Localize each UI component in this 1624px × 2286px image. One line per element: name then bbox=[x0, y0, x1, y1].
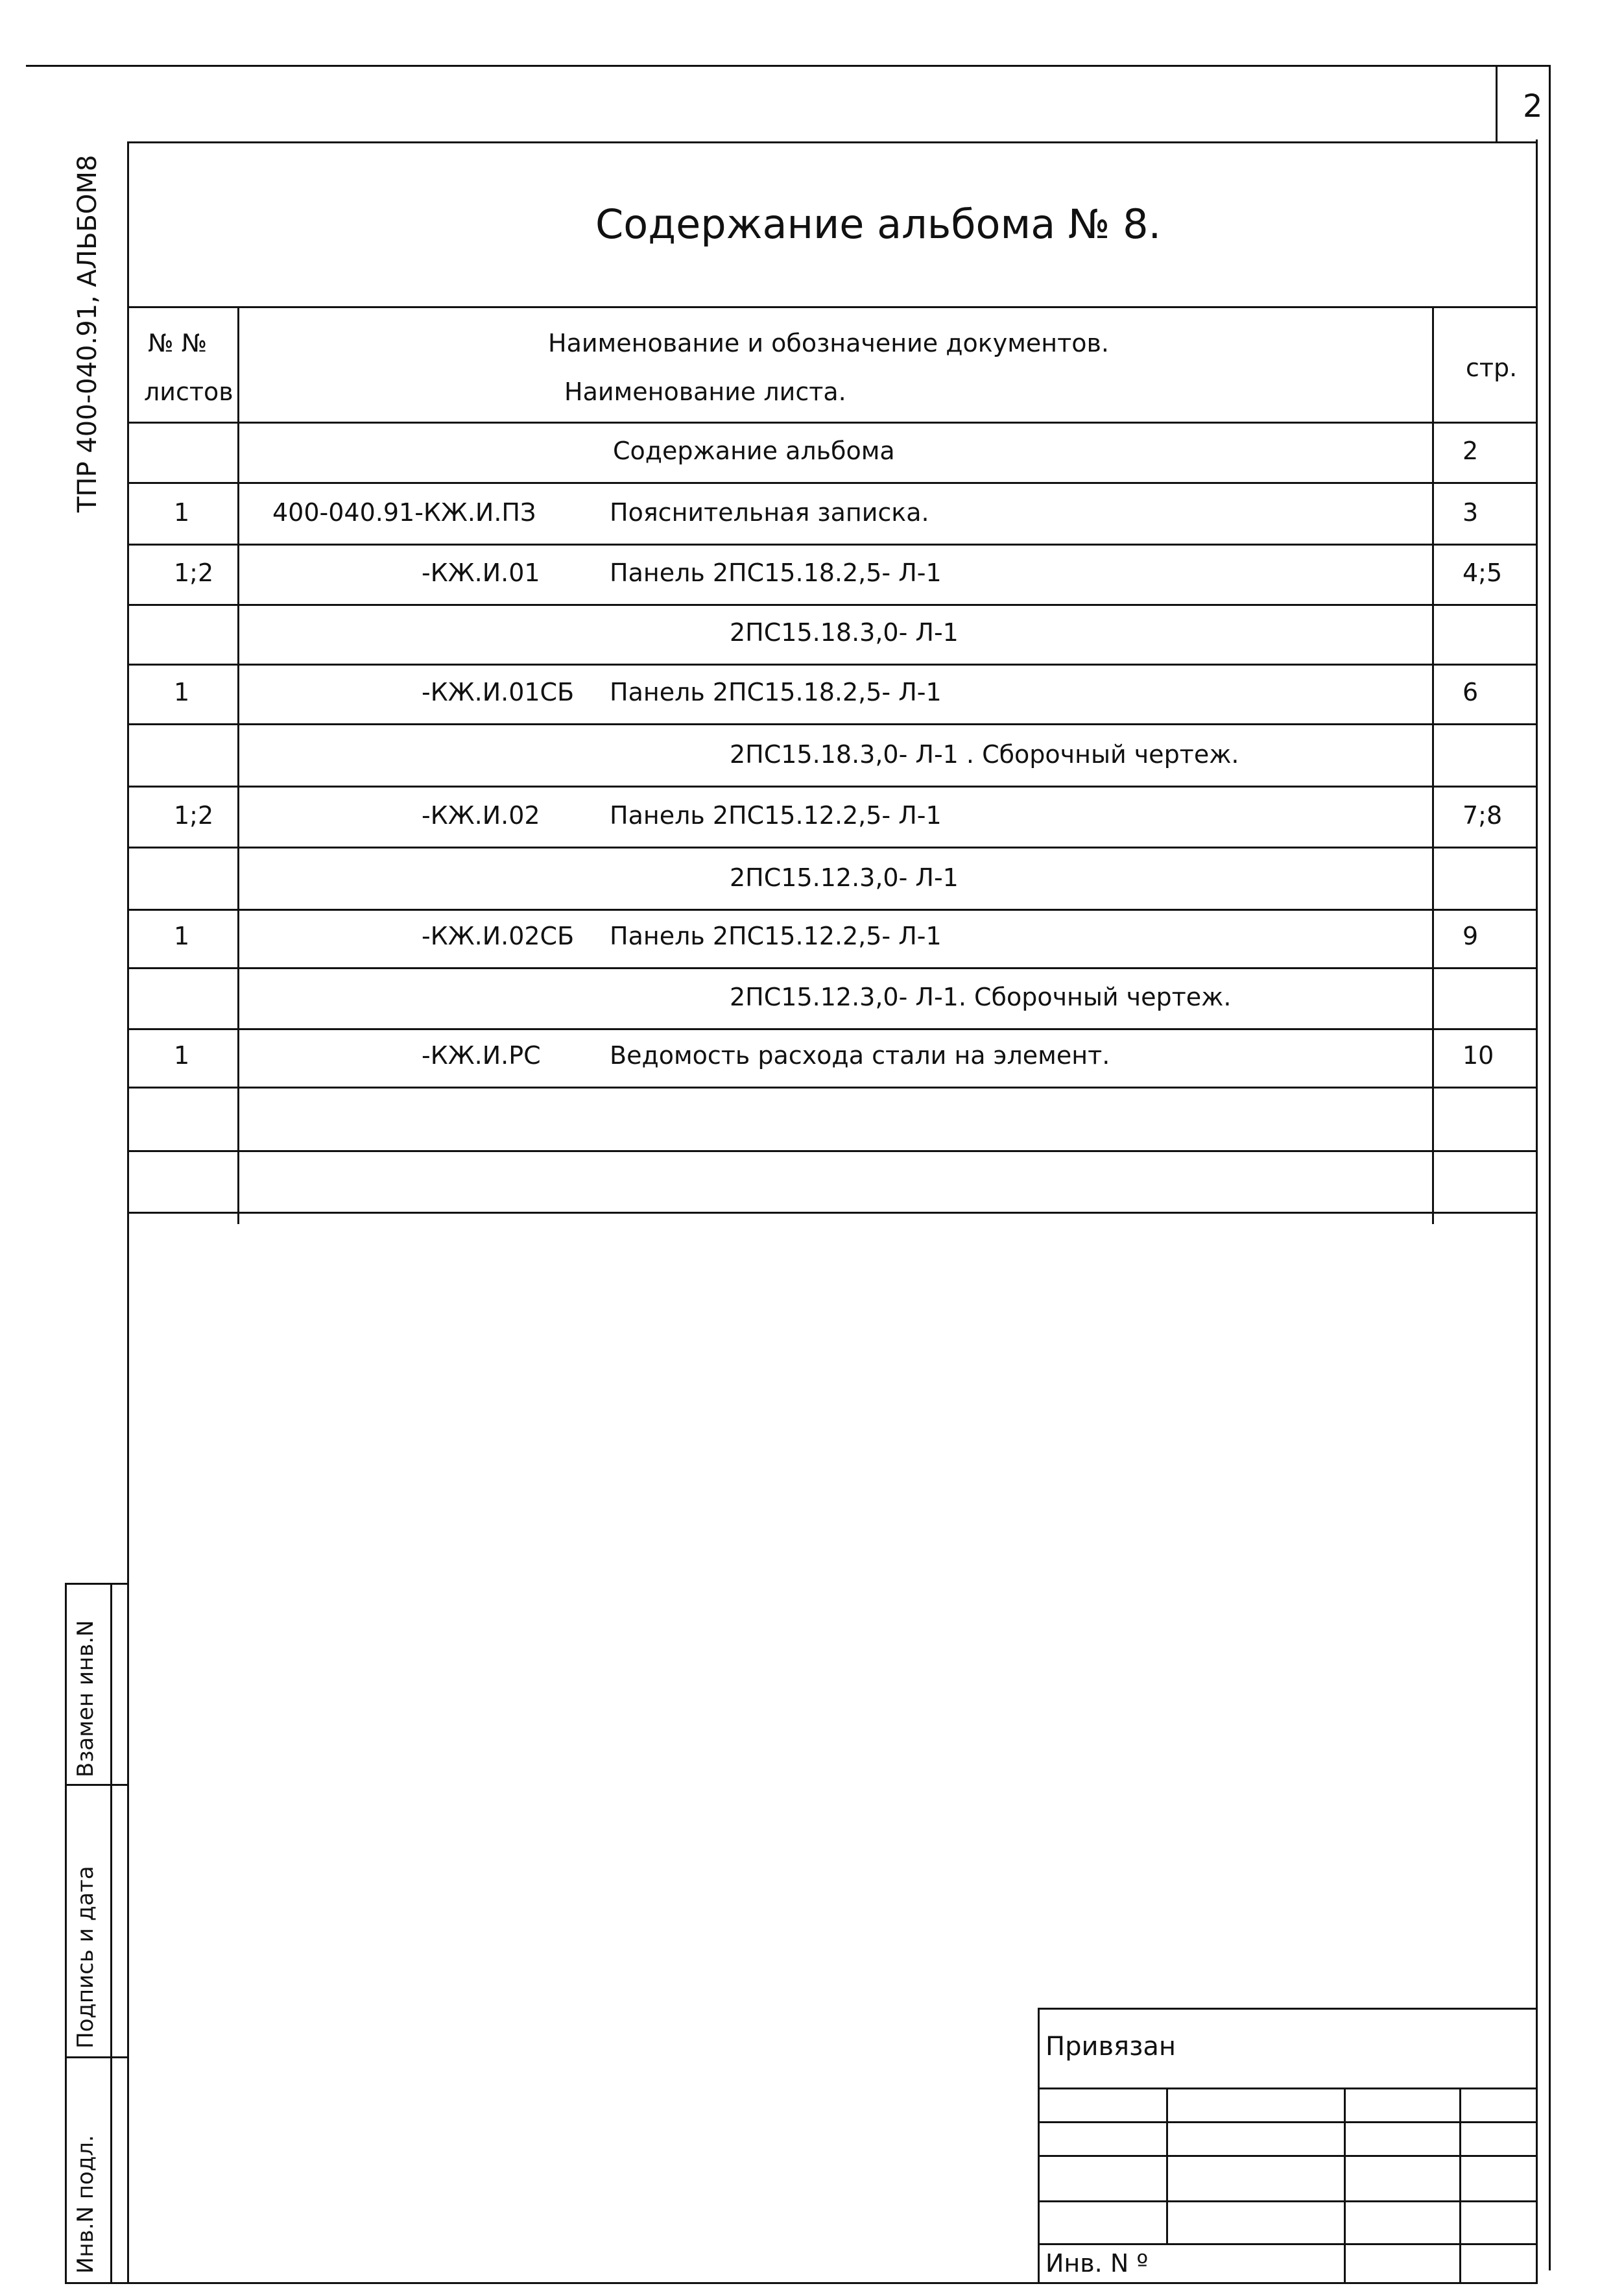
stamp-left-sep1 bbox=[65, 1784, 127, 1786]
table-row-line bbox=[127, 967, 1538, 969]
row-sheet-name: 2ПС15.18.3,0- Л-1 bbox=[730, 618, 959, 647]
row-document-code: -КЖ.И.01 bbox=[422, 559, 540, 587]
row-document-code: -КЖ.И.01СБ bbox=[422, 678, 575, 706]
row-sheets: 1 bbox=[174, 1041, 190, 1070]
row-document-code: -КЖ.И.02 bbox=[422, 801, 540, 830]
stamp-left-top bbox=[65, 1583, 127, 1585]
stamp-inv-original-label: Инв.N подл. bbox=[73, 2135, 99, 2274]
top-edge-line bbox=[26, 65, 1550, 67]
row-document-code: -КЖ.И.РС bbox=[422, 1041, 541, 1070]
frame-bottom-line bbox=[65, 2282, 1538, 2284]
header-sheets-line2: листов bbox=[144, 378, 233, 406]
frame-top-line bbox=[127, 141, 1538, 143]
stamp-vzamen-label: Взамен инв.N bbox=[73, 1620, 99, 1777]
row-sheet-name: Панель 2ПС15.18.2,5- Л-1 bbox=[610, 559, 942, 587]
row-page: 2 bbox=[1463, 437, 1479, 465]
stamp-left-sep2 bbox=[65, 2056, 127, 2058]
row-sheet-name: Содержание альбома bbox=[613, 437, 895, 465]
stamp-br-col1 bbox=[1166, 2087, 1168, 2243]
row-sheet-name: 2ПС15.12.3,0- Л-1 bbox=[730, 863, 959, 892]
row-page: 6 bbox=[1463, 678, 1479, 706]
row-sheets: 1 bbox=[174, 678, 190, 706]
sheet-number-box-left bbox=[1496, 65, 1498, 141]
table-header-bottom-line bbox=[127, 422, 1538, 424]
header-name-line1: Наименование и обозначение документов. bbox=[548, 329, 1109, 357]
row-page: 7;8 bbox=[1463, 801, 1503, 830]
stamp-br-top bbox=[1038, 2008, 1536, 2010]
table-row-line bbox=[127, 1212, 1538, 1214]
stamp-br-col3 bbox=[1459, 2087, 1461, 2283]
stamp-br-col2 bbox=[1344, 2087, 1346, 2283]
table-row-line bbox=[127, 909, 1538, 911]
table-row-line bbox=[127, 847, 1538, 848]
row-sheet-name: Панель 2ПС15.18.2,5- Л-1 bbox=[610, 678, 942, 706]
row-sheet-name: Панель 2ПС15.12.2,5- Л-1 bbox=[610, 922, 942, 950]
row-document-code: 400-040.91-КЖ.И.ПЗ bbox=[272, 498, 536, 527]
stamp-inv-number: Инв. N º bbox=[1045, 2249, 1149, 2278]
header-page: стр. bbox=[1466, 354, 1518, 382]
row-document-code: -КЖ.И.02СБ bbox=[422, 922, 575, 950]
row-page: 10 bbox=[1463, 1041, 1494, 1070]
header-sheets-line1: № № bbox=[148, 329, 208, 357]
outer-right-line bbox=[1549, 65, 1551, 2270]
table-row-line bbox=[127, 544, 1538, 546]
row-page: 3 bbox=[1463, 498, 1479, 527]
table-row-line bbox=[127, 786, 1538, 788]
table-row-line bbox=[127, 1087, 1538, 1089]
table-row-line bbox=[127, 664, 1538, 666]
album-contents-title: Содержание альбома № 8. bbox=[595, 200, 1162, 248]
row-sheets: 1;2 bbox=[174, 559, 214, 587]
title-bottom-line bbox=[127, 306, 1538, 308]
row-sheet-name: Пояснительная записка. bbox=[610, 498, 929, 527]
table-row-line bbox=[127, 482, 1538, 484]
side-document-code: ТПР 400-040.91, АЛЬБОМ8 bbox=[73, 154, 102, 512]
header-name-line2: Наименование листа. bbox=[564, 378, 846, 406]
row-page: 9 bbox=[1463, 922, 1479, 950]
row-page: 4;5 bbox=[1463, 559, 1503, 587]
stamp-left-inner bbox=[110, 1583, 112, 2283]
stamp-signature-date-label: Подпись и дата bbox=[73, 1866, 99, 2049]
row-sheet-name: Панель 2ПС15.12.2,5- Л-1 bbox=[610, 801, 942, 830]
row-sheet-name: Ведомость расхода стали на элемент. bbox=[610, 1041, 1110, 1070]
table-row-line bbox=[127, 723, 1538, 725]
row-sheet-name: 2ПС15.12.3,0- Л-1. Сборочный чертеж. bbox=[730, 983, 1232, 1011]
row-sheets: 1 bbox=[174, 922, 190, 950]
row-sheets: 1 bbox=[174, 498, 190, 527]
stamp-left-outer bbox=[65, 1583, 67, 2283]
sheet-number: 2 bbox=[1523, 88, 1543, 125]
table-row-line bbox=[127, 1150, 1538, 1152]
row-sheet-name: 2ПС15.18.3,0- Л-1 . Сборочный чертеж. bbox=[730, 740, 1239, 769]
stamp-privyazan: Привязан bbox=[1045, 2032, 1176, 2062]
table-row-line bbox=[127, 1028, 1538, 1030]
table-row-line bbox=[127, 604, 1538, 606]
row-sheets: 1;2 bbox=[174, 801, 214, 830]
stamp-br-left bbox=[1038, 2008, 1040, 2283]
